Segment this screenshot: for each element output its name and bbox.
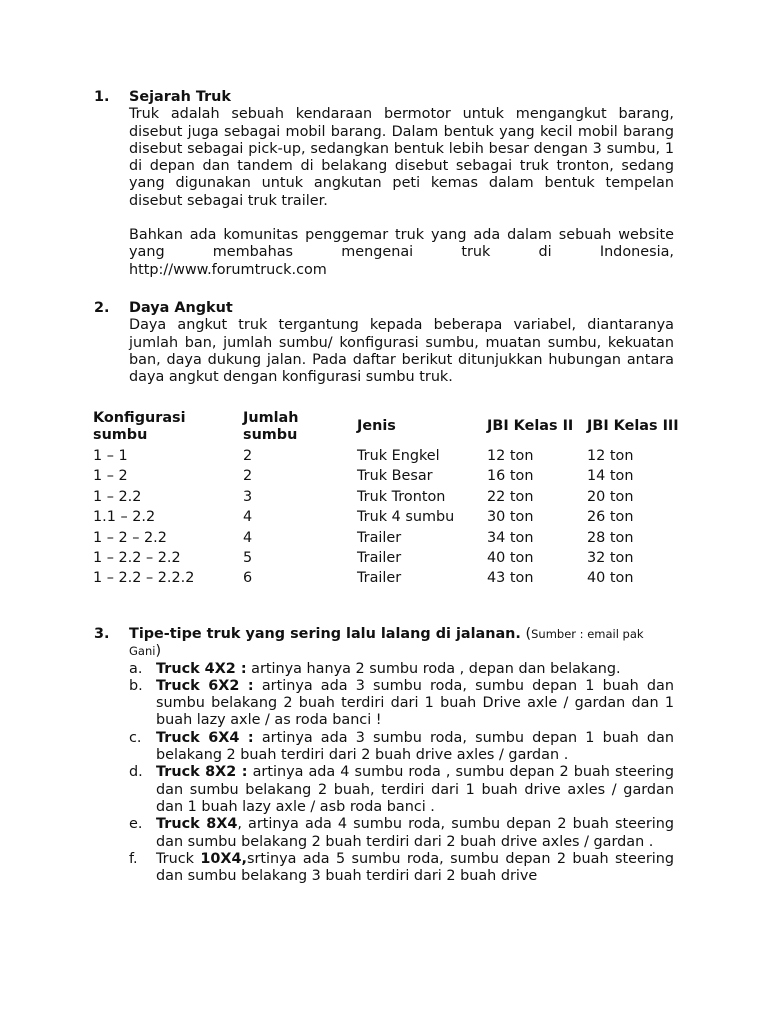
truck-name: Truck 6X4 :: [156, 729, 254, 746]
truck-desc: srtinya ada 5 sumbu roda, sumbu depan 2 buah steering dan sumbu belakang 3 buah terdiri dari 2 buah drive: [156, 850, 674, 885]
truck-name: Truck 8X2 :: [156, 764, 248, 781]
table-cell: 1 – 2.2: [93, 488, 142, 505]
table-cell: 1 – 2.2 – 2.2.2: [93, 570, 195, 587]
truck-desc: artinya ada 3 sumbu roda, sumbu depan 1 buah dan belakang 2 buah terdiri dari 2 buah drive axles / gardan .: [156, 729, 674, 764]
table-cell: 34 ton: [487, 529, 534, 546]
table-cell: 30 ton: [487, 509, 534, 526]
table-cell: Trailer: [357, 570, 402, 587]
table-cell: Truk Tronton: [357, 488, 446, 505]
table-cell: 3: [243, 488, 253, 505]
table-row: [93, 446, 687, 466]
header-konfigurasi: Konfigurasi sumbu: [93, 409, 186, 443]
list-letter: f.: [129, 850, 138, 867]
table-cell: 6: [243, 570, 253, 587]
table-cell: 1 – 2.2 – 2.2: [93, 550, 181, 567]
header-jbi-2: JBI Kelas II: [487, 418, 574, 435]
list-item: [129, 764, 674, 816]
table-cell: 4: [243, 509, 253, 526]
source-note: Sumber : email pak Gani: [129, 627, 644, 659]
table-cell: Truk Engkel: [357, 448, 440, 464]
table-cell: 43 ton: [487, 570, 534, 587]
table-cell: 22 ton: [487, 488, 534, 505]
list-letter: e.: [129, 816, 143, 833]
source-close: ): [155, 643, 162, 660]
section-tipe-truk: [94, 626, 674, 885]
table-cell: Trailer: [357, 550, 402, 567]
list-item: [129, 816, 674, 851]
list-letter: b.: [129, 677, 143, 694]
list-item: [129, 661, 674, 678]
table-cell: 40 ton: [587, 570, 634, 587]
table-cell: 4: [243, 529, 253, 546]
truck-prefix: Truck: [156, 850, 201, 867]
table-cell: 1 – 1: [93, 448, 128, 464]
list-letter: c.: [129, 729, 142, 746]
table-cell: 26 ton: [587, 509, 634, 526]
paragraph: Truk adalah sebuah kendaraan bermotor untuk mengangkut barang, disebut juga sebagai mobil barang. Dalam bentuk yang kecil mobil barang disebut sebagai pick-up, sedangkan bentuk lebih besar dengan 3 sumbu, 1 di depan dan tandem di belakang disebut sebagai truk tronton, sedang yang digunakan untuk angkutan peti kemas dalam bentuk tempelan disebut sebagai truk trailer.: [129, 106, 674, 209]
truck-type-list: [129, 661, 674, 886]
header-jbi-3: JBI Kelas III: [587, 418, 679, 435]
table-cell: 20 ton: [587, 488, 634, 505]
table-cell: 12 ton: [587, 448, 634, 464]
table-row: [93, 568, 687, 588]
truck-desc: artinya hanya 2 sumbu roda , depan dan belakang.: [246, 660, 621, 677]
table-row: [93, 487, 687, 507]
table-cell: Trailer: [357, 529, 402, 546]
table-cell: 2: [243, 468, 253, 485]
truck-desc: artinya ada 4 sumbu roda , sumbu depan 2 buah steering dan sumbu belakang 2 buah, terdiri dari 1 buah drive axles / gardan dan 1 buah lazy axle / asb roda banci .: [156, 764, 674, 815]
header-jenis: Jenis: [357, 418, 396, 435]
header-jumlah: Jumlah sumbu: [243, 409, 299, 443]
section-title: Sejarah Truk: [129, 89, 231, 105]
table-cell: Truk 4 sumbu: [357, 509, 455, 526]
axle-capacity-table: [93, 408, 687, 589]
table-row: [93, 548, 687, 568]
truck-name: Truck 4X2 :: [156, 660, 247, 677]
paragraph: Daya angkut truk tergantung kepada beberapa variabel, diantaranya jumlah ban, jumlah sumbu/ konfigurasi sumbu, muatan sumbu, kekuatan ban, daya dukung jalan. Pada daftar berikut ditunjukkan hubungan antara daya angkut dengan konfigurasi sumbu truk.: [129, 317, 674, 386]
list-item: [129, 851, 674, 886]
section-number: 2.: [94, 300, 110, 316]
list-letter: a.: [129, 660, 143, 677]
forum-link[interactable]: http://www.forumtruck.com: [129, 261, 327, 278]
table-row: [93, 466, 687, 486]
truck-name: 10X4,: [200, 850, 247, 867]
truck-desc: , artinya ada 4 sumbu roda, sumbu depan 2 buah steering dan sumbu belakang 2 buah terdiri dari 2 buah drive axles / gardan .: [156, 816, 674, 850]
table-cell: 1 – 2 – 2.2: [93, 529, 167, 546]
table-cell: 32 ton: [587, 550, 634, 567]
paragraph: Bahkan ada komunitas penggemar truk yang ada dalam sebuah website yang membahas mengenai truk di Indonesia,: [129, 227, 674, 261]
table-cell: 14 ton: [587, 468, 634, 485]
list-item: [129, 730, 674, 765]
section-number: 1.: [94, 89, 110, 105]
truck-name: Truck 8X4: [156, 816, 238, 833]
table-cell: 28 ton: [587, 529, 634, 546]
table-header-row: [93, 408, 687, 446]
table-cell: 40 ton: [487, 550, 534, 567]
table-cell: 5: [243, 550, 253, 567]
table-cell: 2: [243, 448, 253, 464]
truck-name: Truck 6X2 :: [156, 677, 254, 694]
table-cell: 1 – 2: [93, 468, 128, 485]
truck-desc: artinya ada 3 sumbu roda, sumbu depan 1 buah dan sumbu belakang 2 buah terdiri dari 1 buah Drive axle / gardan dan 1 buah lazy axle / as roda banci !: [156, 677, 674, 729]
section-daya-angkut: [94, 300, 674, 386]
list-item: [129, 678, 674, 730]
source-open: (: [520, 626, 532, 642]
table-cell: 12 ton: [487, 448, 534, 464]
table-cell: 16 ton: [487, 468, 534, 485]
section-heading: [129, 626, 674, 661]
table-cell: Truk Besar: [357, 468, 433, 485]
section-title: Daya Angkut: [129, 300, 233, 316]
list-letter: d.: [129, 764, 143, 781]
table-row: [93, 507, 687, 527]
section-title: Tipe-tipe truk yang sering lalu lalang di jalanan.: [129, 626, 521, 642]
table-cell: 1.1 – 2.2: [93, 509, 156, 526]
section-sejarah-truk: [94, 89, 674, 279]
table-row: [93, 528, 687, 548]
section-number: 3.: [94, 626, 110, 642]
